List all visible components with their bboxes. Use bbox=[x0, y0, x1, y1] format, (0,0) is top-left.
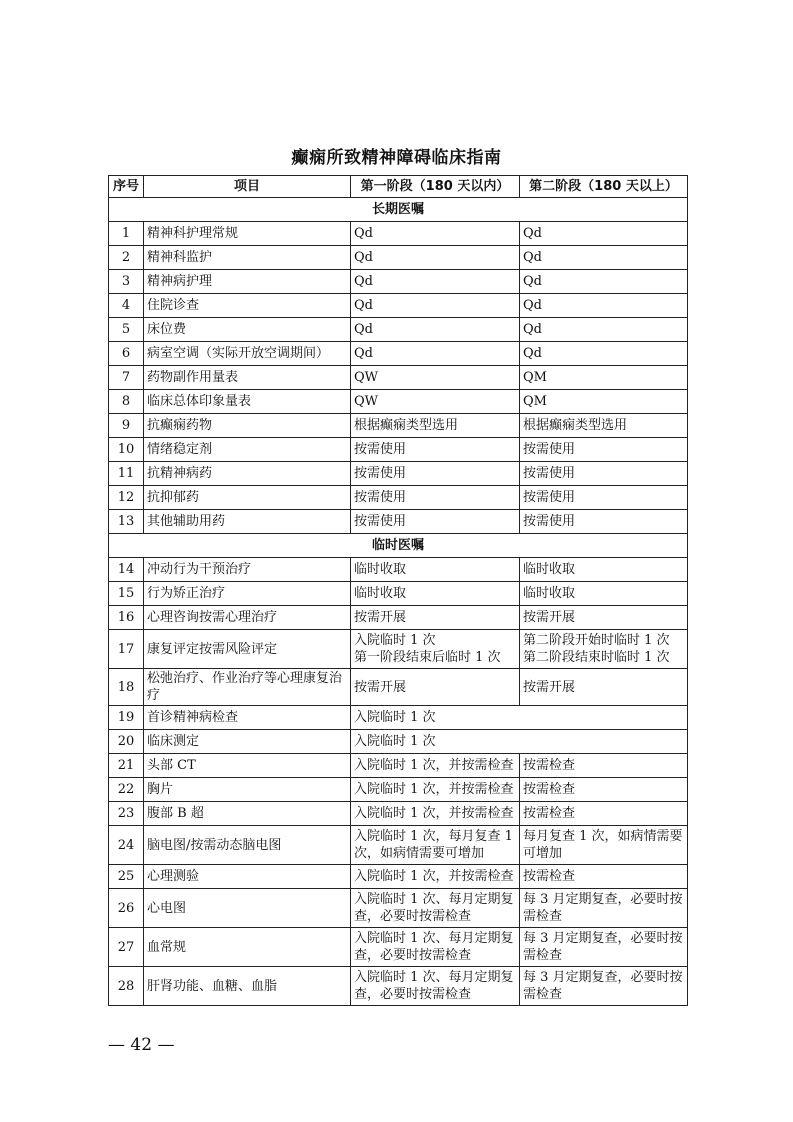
row-stage2: 每月复查 1 次，如病情需要可增加 bbox=[520, 826, 688, 865]
row-stage2: 第二阶段开始时临时 1 次 第二阶段结束时临时 1 次 bbox=[520, 630, 688, 669]
row-stage2: Qd bbox=[520, 318, 688, 342]
row-stage2: 按需使用 bbox=[520, 510, 688, 534]
row-item: 抗抑郁药 bbox=[144, 486, 351, 510]
row-stage1: Qd bbox=[351, 222, 520, 246]
table-row bbox=[109, 270, 688, 294]
row-number: 21 bbox=[109, 754, 144, 778]
row-item: 康复评定按需风险评定 bbox=[144, 630, 351, 669]
row-number: 26 bbox=[109, 889, 144, 928]
row-stage2: 按需使用 bbox=[520, 462, 688, 486]
row-stage1: QW bbox=[351, 366, 520, 390]
table-row bbox=[109, 889, 688, 928]
row-stage2: 按需检查 bbox=[520, 778, 688, 802]
row-stage1: 入院临时 1 次，每月复查 1 次，如病情需要可增加 bbox=[351, 826, 520, 865]
table-row bbox=[109, 390, 688, 414]
row-item: 临床总体印象量表 bbox=[144, 390, 351, 414]
row-stage1: 入院临时 1 次 第一阶段结束后临时 1 次 bbox=[351, 630, 520, 669]
table-row bbox=[109, 462, 688, 486]
row-item: 松弛治疗、作业治疗等心理康复治疗 bbox=[144, 669, 351, 706]
row-number: 5 bbox=[109, 318, 144, 342]
row-number: 18 bbox=[109, 669, 144, 706]
row-stage2: Qd bbox=[520, 342, 688, 366]
clinical-guide-table bbox=[108, 175, 688, 1006]
table-row bbox=[109, 706, 688, 730]
row-stage1: 入院临时 1 次，并按需检查 bbox=[351, 754, 520, 778]
row-item: 精神科监护 bbox=[144, 246, 351, 270]
row-item: 病室空调（实际开放空调期间） bbox=[144, 342, 351, 366]
table-row bbox=[109, 414, 688, 438]
row-item: 冲动行为干预治疗 bbox=[144, 558, 351, 582]
row-stage1: 入院临时 1 次、每月定期复查，必要时按需检查 bbox=[351, 928, 520, 967]
row-number: 20 bbox=[109, 730, 144, 754]
row-item: 胸片 bbox=[144, 778, 351, 802]
table-row bbox=[109, 342, 688, 366]
row-stage1: 根据癫痫类型选用 bbox=[351, 414, 520, 438]
row-stage2: 按需使用 bbox=[520, 486, 688, 510]
row-item: 心电图 bbox=[144, 889, 351, 928]
row-stage1: 按需开展 bbox=[351, 669, 520, 706]
row-stage1: Qd bbox=[351, 318, 520, 342]
row-number: 7 bbox=[109, 366, 144, 390]
row-number: 8 bbox=[109, 390, 144, 414]
row-number: 12 bbox=[109, 486, 144, 510]
row-number: 28 bbox=[109, 967, 144, 1006]
row-stage2: 临时收取 bbox=[520, 558, 688, 582]
table-row bbox=[109, 967, 688, 1006]
table-row bbox=[109, 928, 688, 967]
row-number: 25 bbox=[109, 865, 144, 889]
row-item: 腹部 B 超 bbox=[144, 802, 351, 826]
row-stage1: 入院临时 1 次 bbox=[351, 706, 688, 730]
row-item: 其他辅助用药 bbox=[144, 510, 351, 534]
row-item: 抗精神病药 bbox=[144, 462, 351, 486]
table-row bbox=[109, 754, 688, 778]
row-number: 17 bbox=[109, 630, 144, 669]
row-number: 16 bbox=[109, 606, 144, 630]
row-stage2: Qd bbox=[520, 246, 688, 270]
row-stage2: Qd bbox=[520, 222, 688, 246]
row-number: 3 bbox=[109, 270, 144, 294]
row-number: 1 bbox=[109, 222, 144, 246]
row-item: 精神病护理 bbox=[144, 270, 351, 294]
row-item: 临床测定 bbox=[144, 730, 351, 754]
row-stage1: 入院临时 1 次，并按需检查 bbox=[351, 802, 520, 826]
table-row bbox=[109, 826, 688, 865]
row-stage2: QM bbox=[520, 390, 688, 414]
section-title: 临时医嘱 bbox=[109, 534, 688, 558]
row-number: 15 bbox=[109, 582, 144, 606]
table-row bbox=[109, 294, 688, 318]
table-row bbox=[109, 558, 688, 582]
row-stage1: 入院临时 1 次，并按需检查 bbox=[351, 778, 520, 802]
row-stage1: 入院临时 1 次，并按需检查 bbox=[351, 865, 520, 889]
table-row bbox=[109, 486, 688, 510]
row-item: 床位费 bbox=[144, 318, 351, 342]
row-stage2: 临时收取 bbox=[520, 582, 688, 606]
row-stage1: Qd bbox=[351, 294, 520, 318]
table-row bbox=[109, 222, 688, 246]
row-stage1: Qd bbox=[351, 246, 520, 270]
row-stage1: 按需使用 bbox=[351, 510, 520, 534]
row-item: 首诊精神病检查 bbox=[144, 706, 351, 730]
row-item: 头部 CT bbox=[144, 754, 351, 778]
table-row bbox=[109, 630, 688, 669]
table-row bbox=[109, 366, 688, 390]
page-title: 癫痫所致精神障碍临床指南 bbox=[291, 148, 502, 168]
row-stage2: 每 3 月定期复查，必要时按需检查 bbox=[520, 928, 688, 967]
row-number: 24 bbox=[109, 826, 144, 865]
table-row bbox=[109, 669, 688, 706]
row-item: 抗癫痫药物 bbox=[144, 414, 351, 438]
row-number: 4 bbox=[109, 294, 144, 318]
section-title: 长期医嘱 bbox=[109, 198, 688, 222]
row-stage2: 按需检查 bbox=[520, 802, 688, 826]
table-body bbox=[109, 198, 688, 1006]
row-number: 6 bbox=[109, 342, 144, 366]
row-stage2: 按需开展 bbox=[520, 606, 688, 630]
row-number: 2 bbox=[109, 246, 144, 270]
table-row bbox=[109, 318, 688, 342]
row-number: 19 bbox=[109, 706, 144, 730]
row-item: 精神科护理常规 bbox=[144, 222, 351, 246]
header-item: 项目 bbox=[144, 176, 351, 198]
row-stage2: 根据癫痫类型选用 bbox=[520, 414, 688, 438]
table-row bbox=[109, 438, 688, 462]
row-stage2: 每 3 月定期复查，必要时按需检查 bbox=[520, 889, 688, 928]
row-stage1: QW bbox=[351, 390, 520, 414]
row-item: 心理咨询按需心理治疗 bbox=[144, 606, 351, 630]
row-item: 药物副作用量表 bbox=[144, 366, 351, 390]
row-number: 22 bbox=[109, 778, 144, 802]
row-number: 14 bbox=[109, 558, 144, 582]
row-stage1: 临时收取 bbox=[351, 558, 520, 582]
row-item: 行为矫正治疗 bbox=[144, 582, 351, 606]
row-stage2: 按需开展 bbox=[520, 669, 688, 706]
row-stage1: 临时收取 bbox=[351, 582, 520, 606]
row-stage2: Qd bbox=[520, 294, 688, 318]
row-stage2: Qd bbox=[520, 270, 688, 294]
table-row bbox=[109, 865, 688, 889]
header-stage2: 第二阶段（180 天以上） bbox=[520, 176, 688, 198]
row-stage1: 按需使用 bbox=[351, 438, 520, 462]
row-item: 住院诊查 bbox=[144, 294, 351, 318]
row-number: 10 bbox=[109, 438, 144, 462]
row-stage2: 按需检查 bbox=[520, 865, 688, 889]
table-row bbox=[109, 802, 688, 826]
row-stage1: 入院临时 1 次、每月定期复查，必要时按需检查 bbox=[351, 967, 520, 1006]
row-item: 情绪稳定剂 bbox=[144, 438, 351, 462]
row-stage1: 入院临时 1 次 bbox=[351, 730, 688, 754]
row-stage1: 按需开展 bbox=[351, 606, 520, 630]
row-number: 13 bbox=[109, 510, 144, 534]
row-number: 9 bbox=[109, 414, 144, 438]
row-item: 血常规 bbox=[144, 928, 351, 967]
row-number: 23 bbox=[109, 802, 144, 826]
row-stage1: 按需使用 bbox=[351, 486, 520, 510]
table-row bbox=[109, 606, 688, 630]
row-item: 脑电图/按需动态脑电图 bbox=[144, 826, 351, 865]
row-number: 11 bbox=[109, 462, 144, 486]
row-stage2: 按需使用 bbox=[520, 438, 688, 462]
row-item: 心理测验 bbox=[144, 865, 351, 889]
row-number: 27 bbox=[109, 928, 144, 967]
row-stage1: Qd bbox=[351, 270, 520, 294]
table-row bbox=[109, 730, 688, 754]
row-stage2: 每 3 月定期复查，必要时按需检查 bbox=[520, 967, 688, 1006]
section-row bbox=[109, 534, 688, 558]
table-row bbox=[109, 582, 688, 606]
row-stage1: Qd bbox=[351, 342, 520, 366]
row-stage1: 入院临时 1 次、每月定期复查，必要时按需检查 bbox=[351, 889, 520, 928]
row-stage1: 按需使用 bbox=[351, 462, 520, 486]
row-stage2: QM bbox=[520, 366, 688, 390]
section-row bbox=[109, 198, 688, 222]
header-no: 序号 bbox=[109, 176, 144, 198]
table-row bbox=[109, 510, 688, 534]
header-stage1: 第一阶段（180 天以内） bbox=[351, 176, 520, 198]
table-header-row bbox=[109, 176, 688, 198]
row-stage2: 按需检查 bbox=[520, 754, 688, 778]
table-row bbox=[109, 778, 688, 802]
row-item: 肝肾功能、血糖、血脂 bbox=[144, 967, 351, 1006]
page-number: — 42 — bbox=[108, 1035, 175, 1055]
table-row bbox=[109, 246, 688, 270]
